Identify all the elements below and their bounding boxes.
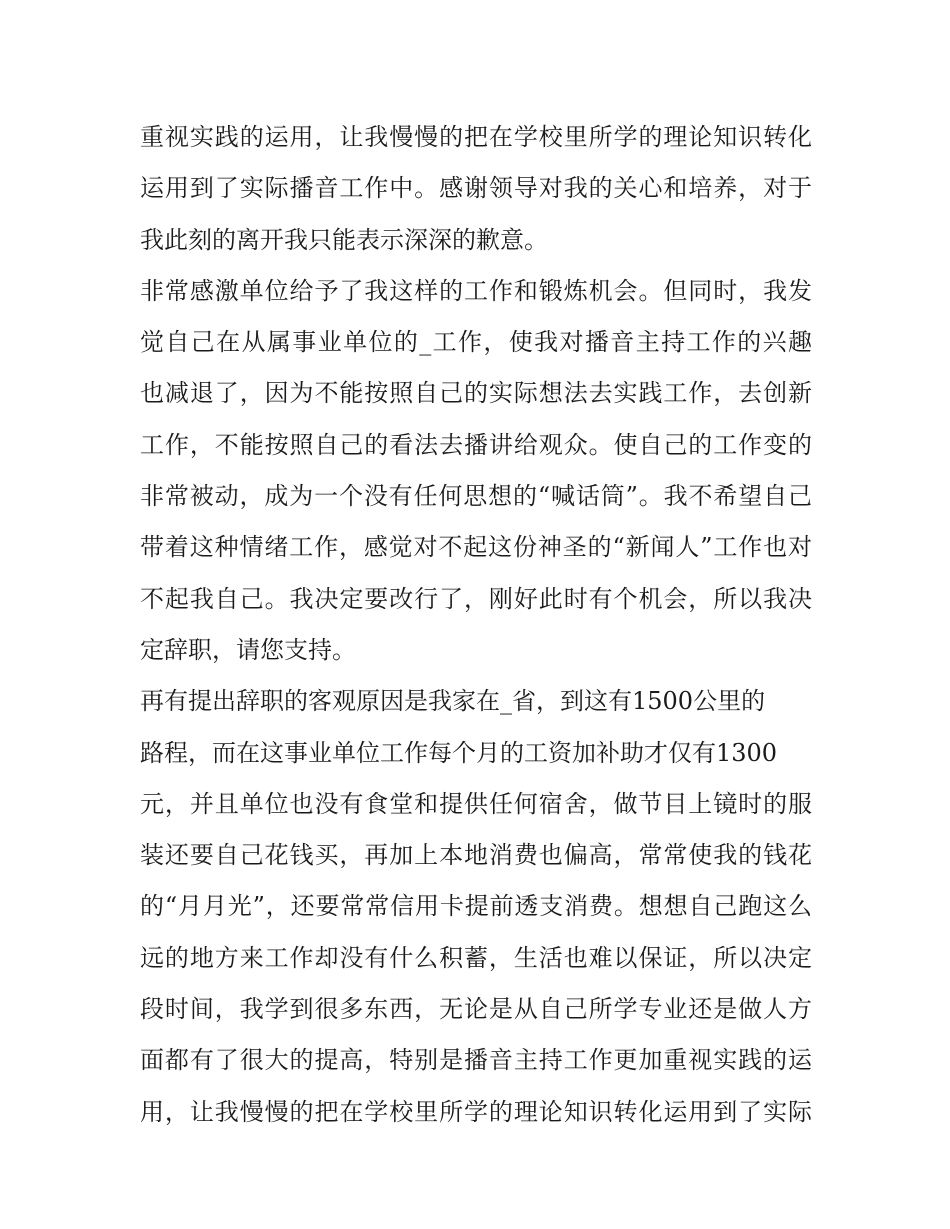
text-line: 面都有了很大的提高，特别是播音主持工作更加重视实践的运 — [140, 1046, 812, 1075]
text-line: 段时间，我学到很多东西，无论是从自己所学专业还是做人方 — [140, 995, 812, 1024]
text-line: 非常感激单位给予了我这样的工作和锻炼机会。但同时，我发 — [140, 276, 812, 305]
text-line: 远的地方来工作却没有什么积蓄，生活也难以保证，所以决定 — [140, 943, 812, 972]
text-line: 用，让我慢慢的把在学校里所学的理论知识转化运用到了实际 — [140, 1097, 812, 1126]
text-line: 也减退了，因为不能按照自己的实际想法去实践工作，去创新 — [140, 379, 812, 408]
text-line: 我此刻的离开我只能表示深深的歉意。 — [140, 225, 548, 254]
text-line: 重视实践的运用，让我慢慢的把在学校里所学的理论知识转化 — [140, 123, 812, 151]
document-body — [140, 112, 812, 1138]
text-line: 装还要自己花钱买，再加上本地消费也偏高，常常使我的钱花 — [140, 841, 812, 870]
text-line: 定辞职，请您支持。 — [140, 635, 356, 664]
text-line: 路程，而在这事业单位工作每个月的工资加补助才仅有1300 — [140, 738, 778, 767]
text-line: 运用到了实际播音工作中。感谢领导对我的关心和培养，对于 — [140, 174, 812, 203]
text-line: 觉自己在从属事业单位的_工作，使我对播音主持工作的兴趣 — [140, 328, 812, 357]
text-line: 非常被动，成为一个没有任何思想的“喊话筒”。我不希望自己 — [140, 482, 812, 511]
text-line: 再有提出辞职的客观原因是我家在_省，到这有1500公里的 — [140, 687, 766, 716]
text-line: 不起我自己。我决定要改行了，刚好此时有个机会，所以我决 — [140, 584, 812, 613]
text-line: 工作，不能按照自己的看法去播讲给观众。使自己的工作变的 — [140, 430, 812, 459]
text-line: 元，并且单位也没有食堂和提供任何宿舍，做节目上镜时的服 — [140, 789, 812, 818]
text-line: 带着这种情绪工作，感觉对不起这份神圣的“新闻人”工作也对 — [140, 533, 812, 562]
text-line: 的“月月光”，还要常常信用卡提前透支消费。想想自己跑这么 — [140, 892, 812, 921]
